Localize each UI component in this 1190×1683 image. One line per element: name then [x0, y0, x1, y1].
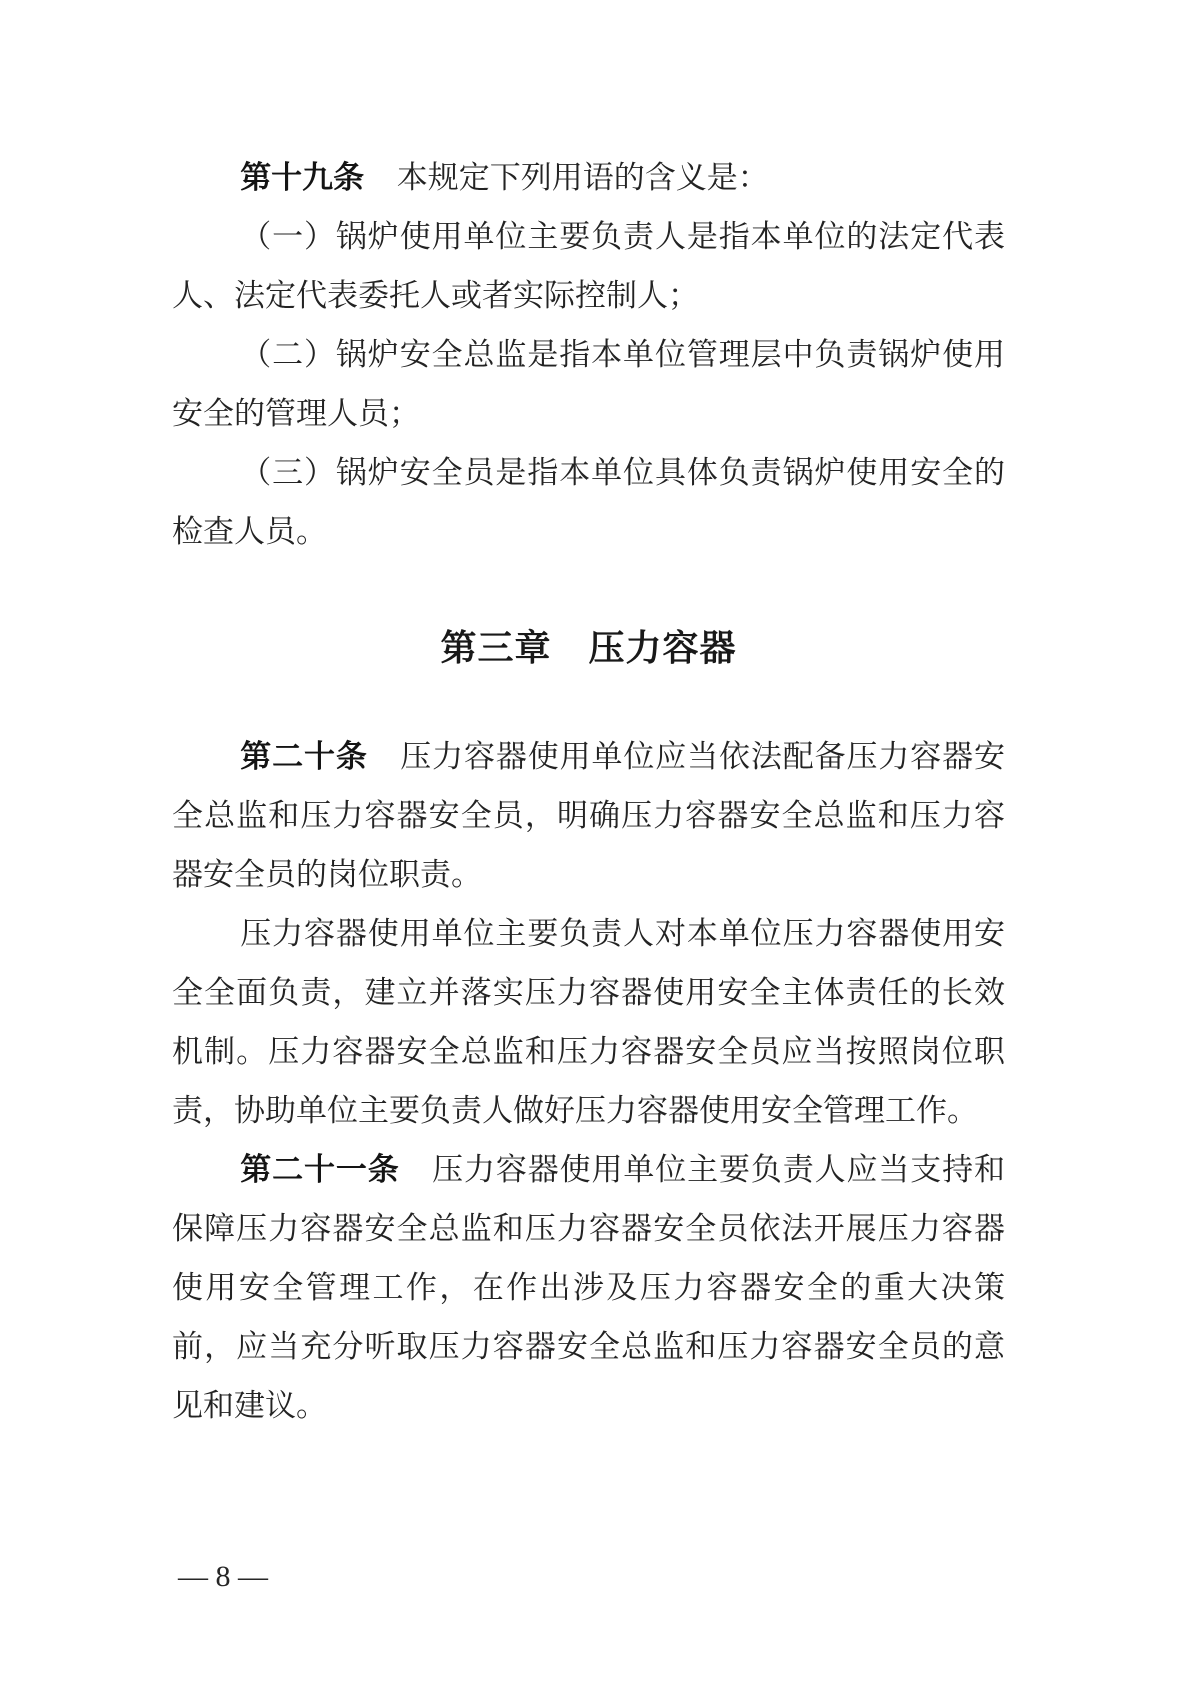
paragraph-definition-item-1: （一）锅炉使用单位主要负责人是指本单位的法定代表人、法定代表委托人或者实际控制人；: [172, 219, 1005, 313]
paragraph-article-19: [172, 148, 1005, 207]
article-21-text: 压力容器使用单位主要负责人应当支持和保障压力容器安全总监和压力容器安全员依法开展压力容器使用安全管理工作，在作出涉及压力容器安全的重大决策前，应当充分听取压力容器安全总监和压力容器安全员的意见和建议。: [172, 1152, 1006, 1423]
chapter-heading: 第三章 压力容器: [440, 627, 737, 668]
article-19-number: 第十九条: [240, 160, 365, 195]
paragraph-definition-item-3: （三）锅炉安全员是指本单位具体负责锅炉使用安全的检查人员。: [172, 455, 1005, 549]
paragraph-article-20: [172, 727, 1005, 904]
article-21-number: 第二十一条: [240, 1152, 400, 1187]
page-number: — 8 —: [178, 1560, 268, 1593]
paragraph-article-21: [172, 1140, 1005, 1435]
article-20-text: 压力容器使用单位应当依法配备压力容器安全总监和压力容器安全员，明确压力容器安全总监和压力容器安全员的岗位职责。: [172, 739, 1006, 892]
paragraph-article-20-continued: 压力容器使用单位主要负责人对本单位压力容器使用安全全面负责，建立并落实压力容器使用安全主体责任的长效机制。压力容器安全总监和压力容器安全员应当按照岗位职责，协助单位主要负责人做好压力容器使用安全管理工作。: [172, 916, 1005, 1128]
paragraph-definition-item-2: （二）锅炉安全总监是指本单位管理层中负责锅炉使用安全的管理人员；: [172, 337, 1005, 431]
article-20-number: 第二十条: [240, 739, 368, 774]
article-19-text: 本规定下列用语的含义是：: [396, 160, 769, 195]
